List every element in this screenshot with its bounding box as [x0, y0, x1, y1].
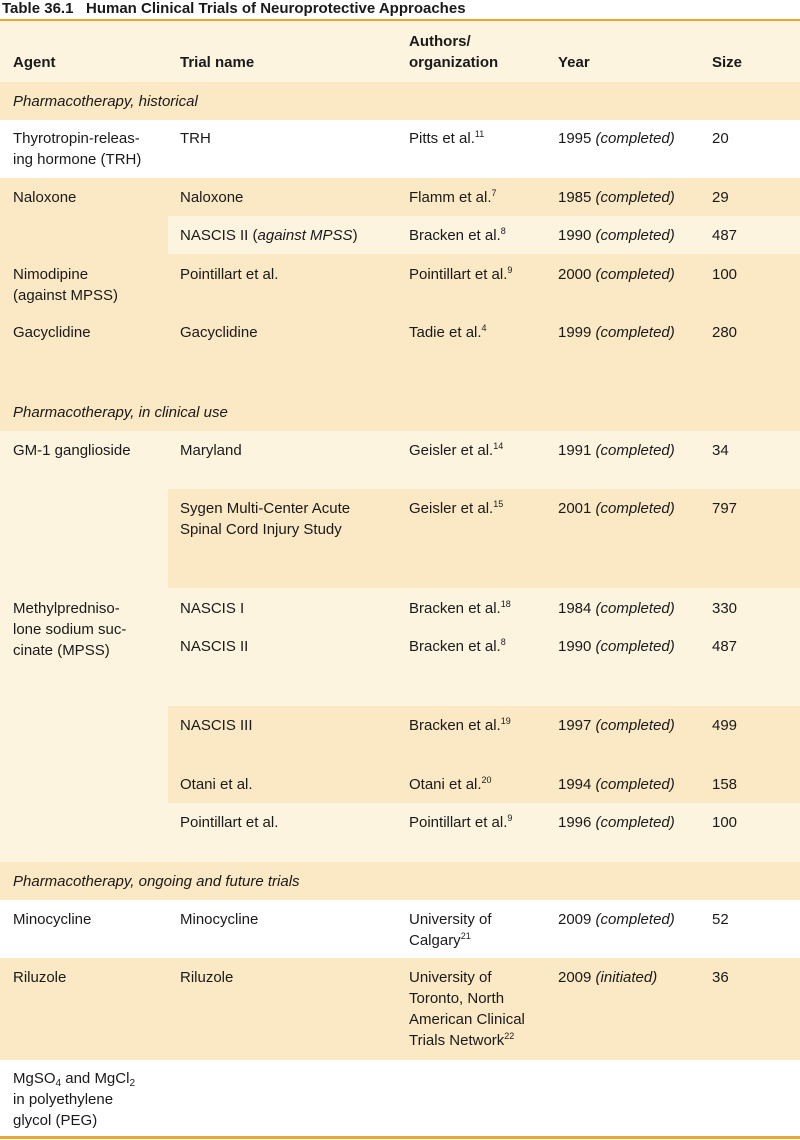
year-sygen: 2001 (completed) — [558, 500, 675, 517]
trial-nascis2: NASCIS II — [180, 638, 249, 655]
author-bracken-2: Bracken et al.$^{18}$ — [409, 599, 511, 617]
year-gacyclidine: 1999 (completed) — [558, 324, 675, 341]
author-geisler-2: Geisler et al.$^{15}$ — [409, 499, 504, 517]
trial-minocycline: Minocycline — [180, 911, 259, 928]
agent-mpss: Methylpredniso- lone sodium suc- cinate (MPSS) — [13, 600, 127, 659]
agent-nimodipine: Nimodipine (against MPSS) — [13, 266, 119, 304]
size-minocycline: 52 — [712, 911, 729, 928]
trial-otani: Otani et al. — [180, 776, 253, 793]
header-year: Year — [558, 54, 590, 71]
size-riluzole: 36 — [712, 969, 729, 986]
author-geisler-1: Geisler et al.$^{14}$ — [409, 441, 504, 459]
size-sygen: 797 — [712, 500, 738, 517]
trial-sygen: Sygen Multi-Center Acute Spinal Cord Injury Study — [180, 500, 351, 538]
author-pointillart-1: Pointillart et al.$^9$ — [409, 265, 513, 283]
author-calgary: University of Calgary$^{21}$ — [409, 911, 492, 949]
group-shade-naloxone-gacyclidine — [0, 178, 800, 416]
header-agent: Agent — [13, 54, 56, 71]
trial-nascis3: NASCIS III — [180, 717, 253, 734]
size-nascis3: 499 — [712, 717, 738, 734]
header-trial-name: Trial name — [180, 54, 255, 71]
trial-pointillart-1: Pointillart et al. — [180, 266, 279, 283]
author-tadie: Tadie et al.$^4$ — [409, 323, 487, 341]
year-nimodipine: 2000 (completed) — [558, 266, 675, 283]
agent-naloxone: Naloxone — [13, 189, 77, 206]
size-nascis2-b: 487 — [712, 638, 738, 655]
table-title: Human Clinical Trials of Neuroprotective Approaches — [86, 0, 466, 17]
table-number: Table 36.1 — [2, 0, 74, 17]
header-size: Size — [712, 54, 743, 71]
year-otani: 1994 (completed) — [558, 776, 675, 793]
size-pointillart-2: 100 — [712, 814, 738, 831]
trial-nascis2-against-mpss: NASCIS II (against MPSS) — [180, 227, 358, 244]
year-nascis1: 1984 (completed) — [558, 600, 675, 617]
year-riluzole: 2009 (initiated) — [558, 969, 658, 986]
size-trh: 20 — [712, 130, 729, 147]
year-minocycline: 2009 (completed) — [558, 911, 675, 928]
section-clinical-use: Pharmacotherapy, in clinical use — [13, 404, 228, 421]
bottom-rule — [0, 1136, 800, 1139]
table-caption — [0, 0, 800, 20]
section-historical: Pharmacotherapy, historical — [13, 93, 198, 110]
author-bracken-1: Bracken et al.$^8$ — [409, 226, 506, 244]
year-pointillart-2: 1996 (completed) — [558, 814, 675, 831]
trials-table — [0, 21, 800, 1136]
trial-nascis1: NASCIS I — [180, 600, 245, 617]
section-ongoing: Pharmacotherapy, ongoing and future trials — [13, 873, 300, 890]
header-authors: Authors/ organization — [409, 33, 499, 71]
agent-mgso4-peg: MgSO$_4$ and MgCl$_2$ in polyethylene glycol (PEG) — [13, 1070, 136, 1129]
author-bracken-3: Bracken et al.$^8$ — [409, 637, 506, 655]
year-maryland: 1991 (completed) — [558, 442, 675, 459]
year-nascis2-a: 1990 (completed) — [558, 227, 675, 244]
size-otani: 158 — [712, 776, 738, 793]
trial-naloxone: Naloxone — [180, 189, 244, 206]
agent-trh: Thyrotropin-releas- ing hormone (TRH) — [13, 130, 142, 168]
size-nimodipine: 100 — [712, 266, 738, 283]
size-naloxone: 29 — [712, 189, 729, 206]
author-toronto: University of Toronto, North American Clinical Trials Network$^{22}$ — [409, 969, 525, 1049]
agent-gm1: GM-1 ganglioside — [13, 442, 131, 459]
year-naloxone: 1985 (completed) — [558, 189, 675, 206]
trial-riluzole: Riluzole — [180, 969, 234, 986]
author-pointillart-2: Pointillart et al.$^9$ — [409, 813, 513, 831]
trial-pointillart-2: Pointillart et al. — [180, 814, 279, 831]
author-flamm: Flamm et al.$^7$ — [409, 188, 497, 206]
author-otani: Otani et al.$^{20}$ — [409, 775, 492, 793]
year-trh: 1995 (completed) — [558, 130, 675, 147]
trial-trh: TRH — [180, 130, 211, 147]
size-gacyclidine: 280 — [712, 324, 738, 341]
author-bracken-4: Bracken et al.$^{19}$ — [409, 716, 511, 734]
year-nascis2-b: 1990 (completed) — [558, 638, 675, 655]
agent-minocycline: Minocycline — [13, 911, 92, 928]
author-pitts: Pitts et al.$^{11}$ — [409, 129, 485, 147]
year-nascis3: 1997 (completed) — [558, 717, 675, 734]
trial-maryland: Maryland — [180, 442, 242, 459]
row-shade-riluzole — [0, 958, 800, 1060]
size-nascis2-a: 487 — [712, 227, 738, 244]
agent-gacyclidine: Gacyclidine — [13, 324, 91, 341]
trial-gacyclidine: Gacyclidine — [180, 324, 258, 341]
size-nascis1: 330 — [712, 600, 738, 617]
header-row-shade — [0, 21, 800, 82]
agent-riluzole: Riluzole — [13, 969, 67, 986]
size-maryland: 34 — [712, 442, 729, 459]
